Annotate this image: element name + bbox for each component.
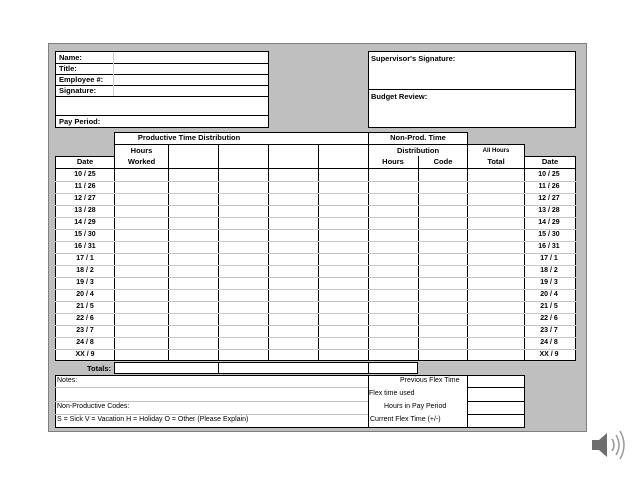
date-cell-left: 16 / 31 xyxy=(74,243,96,250)
date-cell-left: 14 / 29 xyxy=(74,219,96,226)
date-cell-left: XX / 9 xyxy=(75,351,95,358)
table-row xyxy=(55,193,576,194)
table-row xyxy=(55,277,576,278)
supervisor-signature-label: Supervisor's Signature: xyxy=(371,54,456,63)
hours-header: Hours xyxy=(130,146,153,155)
supervisor-box xyxy=(368,51,576,128)
date-cell-right: 10 / 25 xyxy=(538,171,560,178)
date-cell-left: 24 / 8 xyxy=(76,339,94,346)
table-row xyxy=(55,337,576,338)
date-cell-left: 13 / 28 xyxy=(74,207,96,214)
productive-time-header: Productive Time Distribution xyxy=(137,133,241,142)
table-row xyxy=(55,241,576,242)
date-cell-right: 19 / 3 xyxy=(540,279,558,286)
table-row xyxy=(55,205,576,206)
table-row xyxy=(55,325,576,326)
date-cell-left: 18 / 2 xyxy=(76,267,94,274)
worked-header: Worked xyxy=(127,157,156,166)
date-cell-right: 16 / 31 xyxy=(538,243,560,250)
date-cell-left: 15 / 30 xyxy=(74,231,96,238)
date-cell-left: 17 / 1 xyxy=(76,255,94,262)
date-cell-left: 21 / 5 xyxy=(76,303,94,310)
pay-period-label: Pay Period: xyxy=(59,117,101,126)
table-row xyxy=(55,181,576,182)
date-cell-right: 17 / 1 xyxy=(540,255,558,262)
timesheet-form xyxy=(48,43,587,432)
employee-info-box xyxy=(55,51,269,128)
totals-cell-3 xyxy=(368,362,418,374)
date-cell-right: XX / 9 xyxy=(539,351,559,358)
date-left-header: Date xyxy=(76,157,94,166)
totals-cell-2 xyxy=(218,362,369,374)
date-cell-right: 14 / 29 xyxy=(538,219,560,226)
all-hours-header: All Hours xyxy=(482,148,510,154)
distribution-header: Distribution xyxy=(396,146,440,155)
date-cell-right: 21 / 5 xyxy=(540,303,558,310)
table-row xyxy=(55,253,576,254)
productive-time-grid xyxy=(114,132,369,361)
codes-legend: S = Sick V = Vacation H = Holiday O = Other (Please Explain) xyxy=(57,416,249,423)
table-row xyxy=(55,229,576,230)
code-header: Code xyxy=(433,157,453,166)
date-cell-left: 23 / 7 xyxy=(76,327,94,334)
notes-label: Notes: xyxy=(57,377,78,384)
title-label: Title: xyxy=(59,64,77,73)
date-cell-left: 10 / 25 xyxy=(74,171,96,178)
table-row xyxy=(55,265,576,266)
totals-cell-1 xyxy=(114,362,219,374)
totals-label: Totals: xyxy=(87,364,112,373)
date-cell-right: 24 / 8 xyxy=(540,339,558,346)
date-cell-right: 12 / 27 xyxy=(538,195,560,202)
date-cell-right: 20 / 4 xyxy=(540,291,558,298)
date-cell-right: 15 / 30 xyxy=(538,231,560,238)
table-row xyxy=(55,313,576,314)
table-row xyxy=(55,217,576,218)
previous-flex-label: Previous Flex Time xyxy=(400,377,460,384)
total-header: Total xyxy=(487,157,505,166)
current-flex-label: Current Flex Time (+/-) xyxy=(370,416,441,423)
hours-nonprod-header: Hours xyxy=(382,157,404,166)
date-cell-right: 13 / 28 xyxy=(538,207,560,214)
date-cell-left: 20 / 4 xyxy=(76,291,94,298)
date-cell-left: 22 / 6 xyxy=(76,315,94,322)
table-row xyxy=(55,289,576,290)
date-cell-right: 11 / 26 xyxy=(538,183,560,190)
date-cell-right: 23 / 7 xyxy=(540,327,558,334)
table-row xyxy=(55,301,576,302)
date-cell-left: 12 / 27 xyxy=(74,195,96,202)
speaker-icon[interactable] xyxy=(588,425,628,465)
date-cell-left: 11 / 26 xyxy=(74,183,96,190)
flex-used-label: Flex time used xyxy=(369,390,415,397)
date-cell-right: 22 / 6 xyxy=(540,315,558,322)
signature-label: Signature: xyxy=(59,86,97,95)
hours-pay-period-label: Hours in Pay Period xyxy=(384,403,447,410)
budget-review-label: Budget Review: xyxy=(371,92,428,101)
name-label: Name: xyxy=(59,53,82,62)
table-row xyxy=(55,361,576,362)
table-row xyxy=(55,349,576,350)
employee-number-label: Employee #: xyxy=(59,75,104,84)
nonprod-time-header: Non-Prod. Time xyxy=(390,133,446,142)
nonprod-codes-label: Non-Productive Codes: xyxy=(57,403,130,410)
date-cell-left: 19 / 3 xyxy=(76,279,94,286)
date-right-header: Date xyxy=(541,157,559,166)
date-cell-right: 18 / 2 xyxy=(540,267,558,274)
